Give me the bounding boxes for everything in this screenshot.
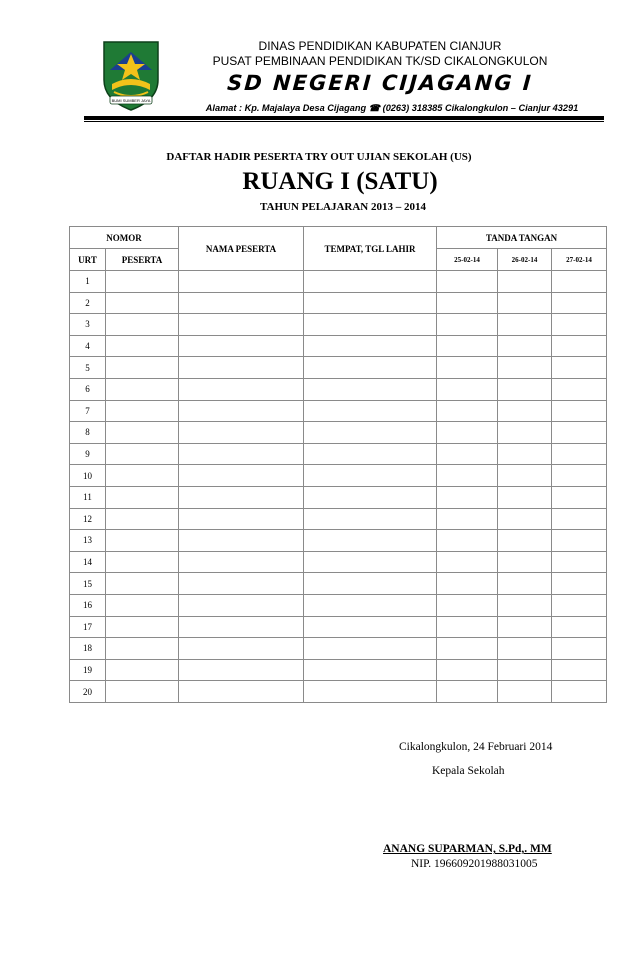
peserta-cell[interactable] (106, 638, 179, 660)
sign-cell-2[interactable] (498, 486, 552, 508)
table-row (70, 465, 607, 487)
table-row (70, 443, 607, 465)
table-row (70, 638, 607, 660)
row-number: 9 (70, 443, 106, 465)
table-row (70, 292, 607, 314)
sign-cell-2[interactable] (498, 638, 552, 660)
header-tempat-tgl-lahir: TEMPAT, TGL LAHIR (304, 227, 437, 271)
table-row (70, 400, 607, 422)
sign-cell-3[interactable] (552, 465, 607, 487)
peserta-cell[interactable] (106, 530, 179, 552)
nama-cell[interactable] (179, 594, 304, 616)
peserta-cell[interactable] (106, 422, 179, 444)
row-number: 8 (70, 422, 106, 444)
table-row (70, 486, 607, 508)
sign-cell-2[interactable] (498, 400, 552, 422)
sign-cell-1[interactable] (437, 638, 498, 660)
nama-cell[interactable] (179, 465, 304, 487)
peserta-cell[interactable] (106, 616, 179, 638)
row-number: 20 (70, 681, 106, 703)
peserta-cell[interactable] (106, 335, 179, 357)
peserta-cell[interactable] (106, 681, 179, 703)
row-number: 12 (70, 508, 106, 530)
sign-cell-1[interactable] (437, 530, 498, 552)
tempat-cell[interactable] (304, 378, 437, 400)
tempat-cell[interactable] (304, 594, 437, 616)
tempat-cell[interactable] (304, 400, 437, 422)
sign-cell-3[interactable] (552, 271, 607, 293)
sign-cell-2[interactable] (498, 378, 552, 400)
tempat-cell[interactable] (304, 443, 437, 465)
document-title: DAFTAR HADIR PESERTA TRY OUT UJIAN SEKOLAH (US) (166, 151, 472, 163)
peserta-cell[interactable] (106, 508, 179, 530)
row-number: 4 (70, 335, 106, 357)
sign-cell-2[interactable] (498, 681, 552, 703)
nama-cell[interactable] (179, 422, 304, 444)
academic-year: TAHUN PELAJARAN 2013 – 2014 (259, 201, 427, 213)
row-number: 10 (70, 465, 106, 487)
table-row (70, 616, 607, 638)
peserta-cell[interactable] (106, 271, 179, 293)
table-row (70, 271, 607, 293)
header-nomor: NOMOR (70, 227, 179, 249)
tempat-cell[interactable] (304, 292, 437, 314)
sign-cell-1[interactable] (437, 357, 498, 379)
sign-cell-1[interactable] (437, 335, 498, 357)
sign-cell-3[interactable] (552, 659, 607, 681)
tempat-cell[interactable] (304, 486, 437, 508)
sign-cell-1[interactable] (437, 292, 498, 314)
row-number: 1 (70, 271, 106, 293)
header-date-1: 25-02-14 (437, 249, 498, 271)
tempat-cell[interactable] (304, 508, 437, 530)
table-row (70, 530, 607, 552)
sign-cell-1[interactable] (437, 443, 498, 465)
sign-cell-1[interactable] (437, 314, 498, 336)
nama-cell[interactable] (179, 314, 304, 336)
sign-cell-3[interactable] (552, 594, 607, 616)
table-row (70, 378, 607, 400)
sign-cell-2[interactable] (498, 616, 552, 638)
sign-cell-1[interactable] (437, 594, 498, 616)
sign-cell-3[interactable] (552, 443, 607, 465)
nama-cell[interactable] (179, 638, 304, 660)
sign-cell-1[interactable] (437, 271, 498, 293)
sign-cell-3[interactable] (552, 378, 607, 400)
sign-cell-1[interactable] (437, 378, 498, 400)
peserta-cell[interactable] (106, 573, 179, 595)
tempat-cell[interactable] (304, 659, 437, 681)
sign-cell-2[interactable] (498, 357, 552, 379)
tempat-cell[interactable] (304, 422, 437, 444)
table-row (70, 573, 607, 595)
sign-cell-1[interactable] (437, 616, 498, 638)
sign-cell-2[interactable] (498, 659, 552, 681)
sign-cell-1[interactable] (437, 659, 498, 681)
sign-cell-2[interactable] (498, 508, 552, 530)
tempat-cell[interactable] (304, 357, 437, 379)
nama-cell[interactable] (179, 659, 304, 681)
row-number: 15 (70, 573, 106, 595)
nama-cell[interactable] (179, 378, 304, 400)
logo-caption: BUMI SUMBER JAYA (111, 98, 151, 103)
tempat-cell[interactable] (304, 551, 437, 573)
nama-cell[interactable] (179, 335, 304, 357)
peserta-cell[interactable] (106, 465, 179, 487)
letterhead-rule-thick (84, 116, 604, 120)
header-peserta: PESERTA (106, 249, 179, 271)
table-row (70, 357, 607, 379)
peserta-cell[interactable] (106, 314, 179, 336)
nama-cell[interactable] (179, 400, 304, 422)
peserta-cell[interactable] (106, 486, 179, 508)
header-urt: URT (70, 249, 106, 271)
sign-cell-1[interactable] (437, 681, 498, 703)
nama-cell[interactable] (179, 271, 304, 293)
table-row (70, 335, 607, 357)
row-number: 17 (70, 616, 106, 638)
row-number: 3 (70, 314, 106, 336)
nama-cell[interactable] (179, 616, 304, 638)
row-number: 2 (70, 292, 106, 314)
table-row (70, 659, 607, 681)
sign-cell-2[interactable] (498, 594, 552, 616)
tempat-cell[interactable] (304, 271, 437, 293)
sign-cell-1[interactable] (437, 508, 498, 530)
table-row (70, 681, 607, 703)
tempat-cell[interactable] (304, 573, 437, 595)
sign-cell-2[interactable] (498, 465, 552, 487)
sign-cell-2[interactable] (498, 573, 552, 595)
sign-cell-3[interactable] (552, 681, 607, 703)
sign-cell-1[interactable] (437, 551, 498, 573)
sign-cell-3[interactable] (552, 292, 607, 314)
nama-cell[interactable] (179, 573, 304, 595)
nama-cell[interactable] (179, 551, 304, 573)
sign-cell-3[interactable] (552, 357, 607, 379)
sign-cell-3[interactable] (552, 400, 607, 422)
signature-nip: NIP. 196609201988031005 (411, 858, 538, 870)
peserta-cell[interactable] (106, 357, 179, 379)
table-row (70, 551, 607, 573)
tempat-cell[interactable] (304, 638, 437, 660)
attendance-table (69, 226, 607, 703)
nama-cell[interactable] (179, 486, 304, 508)
sign-cell-3[interactable] (552, 508, 607, 530)
sign-cell-1[interactable] (437, 400, 498, 422)
row-number: 19 (70, 659, 106, 681)
row-number: 7 (70, 400, 106, 422)
letterhead-rule-thin (84, 121, 604, 122)
sign-cell-1[interactable] (437, 486, 498, 508)
cianjur-logo-emblem (100, 40, 162, 112)
row-number: 6 (70, 378, 106, 400)
header-tanda-tangan: TANDA TANGAN (437, 227, 607, 249)
letterhead-center: PUSAT PEMBINAAN PENDIDIKAN TK/SD CIKALONGKULON (212, 54, 548, 68)
peserta-cell[interactable] (106, 659, 179, 681)
sign-cell-3[interactable] (552, 486, 607, 508)
sign-cell-2[interactable] (498, 314, 552, 336)
nama-cell[interactable] (179, 681, 304, 703)
sign-cell-2[interactable] (498, 530, 552, 552)
sign-cell-3[interactable] (552, 422, 607, 444)
sign-cell-1[interactable] (437, 465, 498, 487)
header-date-2: 26-02-14 (498, 249, 552, 271)
sign-cell-3[interactable] (552, 314, 607, 336)
header-nama-peserta: NAMA PESERTA (179, 227, 304, 271)
attendance-rows (70, 271, 607, 703)
sign-cell-3[interactable] (552, 551, 607, 573)
tempat-cell[interactable] (304, 314, 437, 336)
nama-cell[interactable] (179, 530, 304, 552)
nama-cell[interactable] (179, 292, 304, 314)
peserta-cell[interactable] (106, 443, 179, 465)
room-title: RUANG I (SATU) (242, 168, 438, 195)
tempat-cell[interactable] (304, 681, 437, 703)
table-row (70, 422, 607, 444)
school-address: Alamat : Kp. Majalaya Desa Cijagang ☎ (0263) 318385 Cikalongkulon – Cianjur 43291 (205, 103, 579, 113)
tempat-cell[interactable] (304, 335, 437, 357)
sign-cell-2[interactable] (498, 443, 552, 465)
nama-cell[interactable] (179, 443, 304, 465)
table-row (70, 314, 607, 336)
sign-cell-2[interactable] (498, 335, 552, 357)
peserta-cell[interactable] (106, 400, 179, 422)
sign-cell-1[interactable] (437, 573, 498, 595)
row-number: 18 (70, 638, 106, 660)
row-number: 16 (70, 594, 106, 616)
row-number: 5 (70, 357, 106, 379)
peserta-cell[interactable] (106, 551, 179, 573)
signature-title: Kepala Sekolah (432, 765, 505, 777)
signature-name: ANANG SUPARMAN, S.Pd,. MM (383, 843, 552, 855)
sign-cell-3[interactable] (552, 573, 607, 595)
nama-cell[interactable] (179, 357, 304, 379)
table-row (70, 508, 607, 530)
row-number: 13 (70, 530, 106, 552)
header-date-3: 27-02-14 (552, 249, 607, 271)
row-number: 11 (70, 486, 106, 508)
tempat-cell[interactable] (304, 465, 437, 487)
signature-place-date: Cikalongkulon, 24 Februari 2014 (399, 741, 553, 753)
peserta-cell[interactable] (106, 378, 179, 400)
row-number: 14 (70, 551, 106, 573)
table-row (70, 594, 607, 616)
sign-cell-3[interactable] (552, 530, 607, 552)
tempat-cell[interactable] (304, 530, 437, 552)
sign-cell-1[interactable] (437, 422, 498, 444)
nama-cell[interactable] (179, 508, 304, 530)
school-name: SD NEGERI CIJAGANG I (226, 71, 534, 95)
sign-cell-2[interactable] (498, 422, 552, 444)
sign-cell-3[interactable] (552, 638, 607, 660)
tempat-cell[interactable] (304, 616, 437, 638)
sign-cell-2[interactable] (498, 271, 552, 293)
letterhead-agency: DINAS PENDIDIKAN KABUPATEN CIANJUR (258, 39, 502, 53)
sign-cell-2[interactable] (498, 551, 552, 573)
peserta-cell[interactable] (106, 594, 179, 616)
peserta-cell[interactable] (106, 292, 179, 314)
sign-cell-2[interactable] (498, 292, 552, 314)
sign-cell-3[interactable] (552, 616, 607, 638)
sign-cell-3[interactable] (552, 335, 607, 357)
